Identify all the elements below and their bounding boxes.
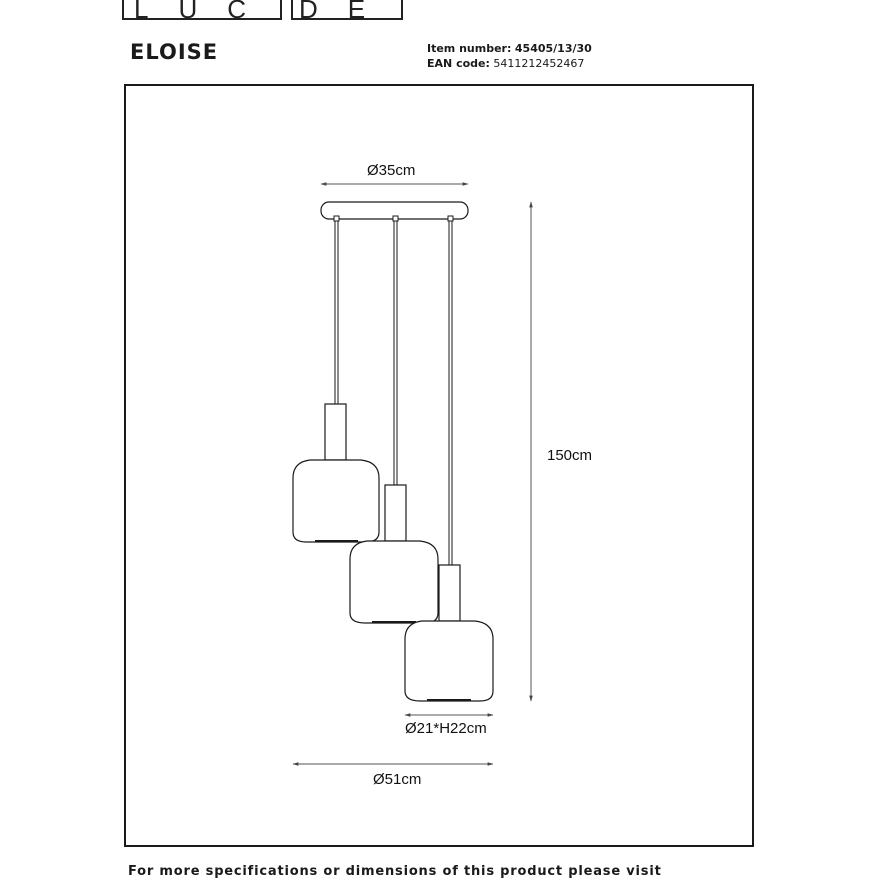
logo-part-2: DE — [291, 0, 403, 20]
canopy-diameter-label: Ø35cm — [367, 162, 416, 179]
shade-size-label: Ø21*H22cm — [405, 720, 487, 737]
item-number-label: Item number: — [427, 42, 512, 55]
cable-clamp-center — [393, 216, 398, 221]
logo-part-1: LUC — [122, 0, 282, 20]
item-number-value: 45405/13/30 — [514, 42, 592, 55]
cable-clamp-left — [334, 216, 339, 221]
pendant-shade-1 — [293, 404, 379, 542]
product-name: ELOISE — [130, 40, 219, 64]
total-diameter-label: Ø51cm — [373, 771, 422, 788]
footer-note: For more specifications or dimensions of this product please visit — [128, 864, 662, 879]
cable-clamp-right — [448, 216, 453, 221]
total-height-label: 150cm — [547, 447, 593, 464]
ean-label: EAN code: — [427, 57, 490, 70]
ean-value: 5411212452467 — [493, 57, 585, 70]
